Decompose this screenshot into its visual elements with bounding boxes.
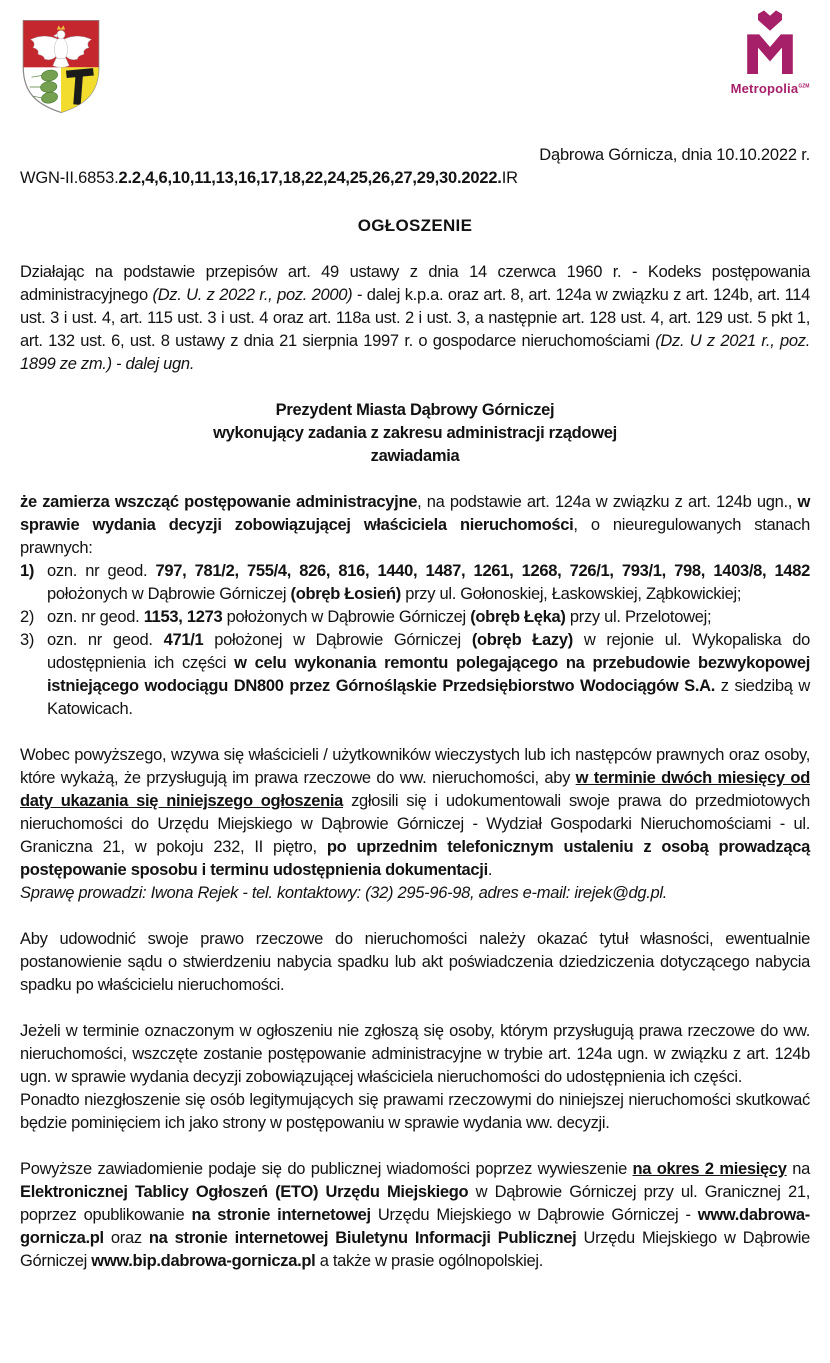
text-run: Jeżeli w terminie oznaczonym w ogłoszeniu nie zgłoszą się osoby, którym przysługują prawa rzeczowe do ww. nieruchomości, wszczęte zostanie postępowanie administracyjne w trybie art. 124a ugn. w związku z art. 124b ugn. w sprawie wydania decyzji zobowiązującej właściciela nieruchomości do udostępnienia ich części. — [20, 1022, 810, 1086]
text-run: 797, 781/2, 755/4, 826, 816, 1440, 1487, 1261, 1268, 726/1, 793/1, 798, 1403/8, 1482 — [155, 562, 810, 580]
text-run: że zamierza wszcząć postępowanie administracyjne — [20, 493, 418, 511]
metropolia-wordmark — [724, 81, 816, 96]
text-run: (Dz. U. z 2022 r., poz. 2000) — [152, 286, 353, 304]
text-run: Ponadto niezgłoszenie się osób legitymujących się prawami rzeczowymi do niniejszej nieruchomości skutkować będzie pominięciem ich jako strony w postępowaniu w sprawie wydania ww. decyzji. — [20, 1091, 810, 1132]
text-run: 471/1 — [163, 631, 204, 649]
text-run: przy ul. Gołonoskiej, Łaskowskiej, Ząbkowickiej; — [400, 585, 742, 603]
list-item — [20, 560, 810, 606]
text-run: położonych w Dąbrowie Górniczej — [222, 608, 471, 626]
paragraph-proof-of-title — [20, 928, 810, 997]
text-run: Elektronicznej Tablicy Ogłoszeń (ETO) Urzędu Miejskiego — [20, 1183, 469, 1201]
paragraph-publication — [20, 1158, 810, 1273]
text-run: (Dz. U z 2021 r., poz. 1899 ze zm.) - dalej ugn. — [20, 332, 810, 373]
metropolia-gzm-superscript: GZM — [798, 83, 810, 90]
date-line: Dąbrowa Górnicza, dnia 10.10.2022 r. — [539, 146, 810, 164]
paragraph-omission — [20, 1089, 810, 1135]
text-run: Urzędu Miejskiego w Dąbrowie Górniczej - — [370, 1206, 698, 1224]
text-run: na — [786, 1160, 810, 1178]
text-run: www.dabrowa-gornicza.pl — [20, 1206, 810, 1247]
text-run: oraz — [103, 1229, 149, 1247]
text-run: zgłosili się i udokumentowali swoje prawa do przedmiotowych nieruchomości do Urzędu Miejskiego w Dąbrowie Górniczej - Wydział Gospodarki Nieruchomościami - ul. Graniczna 21, w pokoju 232, II piętro, — [20, 792, 810, 856]
text-run: Wobec powyższego, wzywa się właścicieli / użytkowników wieczystych lub ich następców prawnych oraz osoby, które wykażą, że przysługują im prawa rzeczowe do ww. nieruchomości, aby — [20, 746, 810, 787]
text-run: 1153, 1273 — [143, 608, 223, 626]
text-run: położonych w Dąbrowie Górniczej — [47, 585, 291, 603]
metropolia-m-heart-icon — [740, 10, 800, 78]
text-run: Aby udowodnić swoje prawo rzeczowe do nieruchomości należy okazać tytuł własności, ewentualnie postanowienie sądu o stwierdzeniu nabycia spadku lub akt poświadczenia dziedziczenia dotyczącego nabycia spadku po właścicielu nieruchomości. — [20, 930, 810, 994]
text-run: przy ul. Przelotowej; — [565, 608, 712, 626]
list-item-marker: 1) — [20, 562, 35, 580]
document-title: OGŁOSZENIE — [357, 216, 473, 235]
reference-prefix: WGN-II.6853. — [20, 169, 119, 187]
metropolia-wordmark-text: Metropolia — [730, 81, 799, 96]
list-item — [20, 606, 810, 629]
reference-suffix: IR — [501, 169, 518, 187]
reference-number — [20, 167, 810, 190]
reference-bold-numbers: 2.2,4,6,10,11,13,16,17,18,22,24,25,26,27,29,30.2022. — [118, 169, 502, 187]
list-item — [20, 629, 810, 721]
text-run: (obręb Łazy) — [471, 631, 573, 649]
text-run: ozn. nr geod. — [47, 608, 144, 626]
text-run: (obręb Łęka) — [470, 608, 566, 626]
text-run: na stronie internetowej — [191, 1206, 371, 1224]
text-run: po uprzednim telefonicznym ustaleniu z osobą prowadzącą postępowanie sposobu i terminu udostępnienia dokumentacji — [20, 838, 810, 879]
text-run: , o nieuregulowanych stanach prawnych: — [20, 516, 810, 557]
heading-line: Prezydent Miasta Dąbrowy Górniczej — [275, 401, 555, 419]
heading-line: zawiadamia — [370, 447, 460, 465]
paragraph-consequences — [20, 1020, 810, 1089]
parcel-list — [20, 560, 810, 721]
text-run: w Dąbrowie Górniczej przy ul. Granicznej 21, poprzez opublikowanie — [20, 1183, 811, 1224]
text-run: z siedzibą w Katowicach. — [47, 677, 810, 718]
document-header — [20, 0, 810, 130]
document-body — [20, 261, 810, 1273]
text-run: , na podstawie art. 124a w związku z art. 124b ugn., — [417, 493, 798, 511]
text-run: Sprawę prowadzi: Iwona Rejek - tel. kontaktowy: (32) 295-96-98, adres e-mail: irejek@dg.pl. — [20, 884, 668, 902]
text-run: a także w prasie ogólnopolskiej. — [315, 1252, 544, 1270]
paragraph-legal-basis — [20, 261, 810, 376]
metropolia-gzm-logo — [724, 10, 816, 96]
text-run: na stronie internetowej Biuletynu Informacji Publicznej — [148, 1229, 577, 1247]
text-run: na okres 2 miesięcy — [632, 1160, 787, 1178]
paragraph-summons — [20, 744, 810, 882]
heading-line: wykonujący zadania z zakresu administracji rządowej — [213, 424, 617, 442]
text-run: w terminie dwóch miesięcy od daty ukazania się niniejszego ogłoszenia — [20, 769, 810, 810]
text-run: Działając na podstawie przepisów art. 49 ustawy z dnia 14 czerwca 1960 r. - Kodeks postępowania administracyjnego — [20, 263, 810, 304]
text-run: (obręb Łosień) — [290, 585, 401, 603]
heading-issuer — [20, 399, 810, 468]
text-run: ozn. nr geod. — [47, 562, 156, 580]
list-item-marker: 2) — [20, 608, 35, 626]
text-run: położonej w Dąbrowie Górniczej — [203, 631, 472, 649]
paragraph-intent — [20, 491, 810, 560]
case-officer-line — [20, 882, 810, 905]
text-run: - dalej k.p.a. oraz art. 8, art. 124a w związku z art. 124b, art. 114 ust. 3 i ust. 4, art. 115 ust. 3 i ust. 4 oraz art. 118a ust. 2 i ust. 3, a następnie art. 128 ust. 4, art. 129 ust. 5 pkt 1, art. 132 ust. 6, ust. 8 ustawy z dnia 21 sierpnia 1997 r. o gospodarce nieruchomościami — [20, 286, 810, 350]
dabrowa-gornicza-coat-of-arms-icon — [20, 18, 102, 115]
text-run: w rejonie ul. Wykopaliska do udostępnienia ich części — [47, 631, 810, 672]
text-run: . — [487, 861, 493, 879]
text-run: ozn. nr geod. — [47, 631, 164, 649]
text-run: Urzędu Miejskiego w Dąbrowie Górniczej — [20, 1229, 811, 1270]
text-run: w sprawie wydania decyzji zobowiązującej właściciela nieruchomości — [20, 493, 810, 534]
text-run: Powyższe zawiadomienie podaje się do publicznej wiadomości poprzez wywieszenie — [20, 1160, 633, 1178]
list-item-marker: 3) — [20, 631, 35, 649]
text-run: w celu wykonania remontu polegającego na przebudowie bezwykopowej istniejącego wodociągu DN800 przez Górnośląskie Przedsiębiorstwo Wodociągów S.A. — [47, 654, 810, 695]
text-run: www.bip.dabrowa-gornicza.pl — [91, 1252, 316, 1270]
